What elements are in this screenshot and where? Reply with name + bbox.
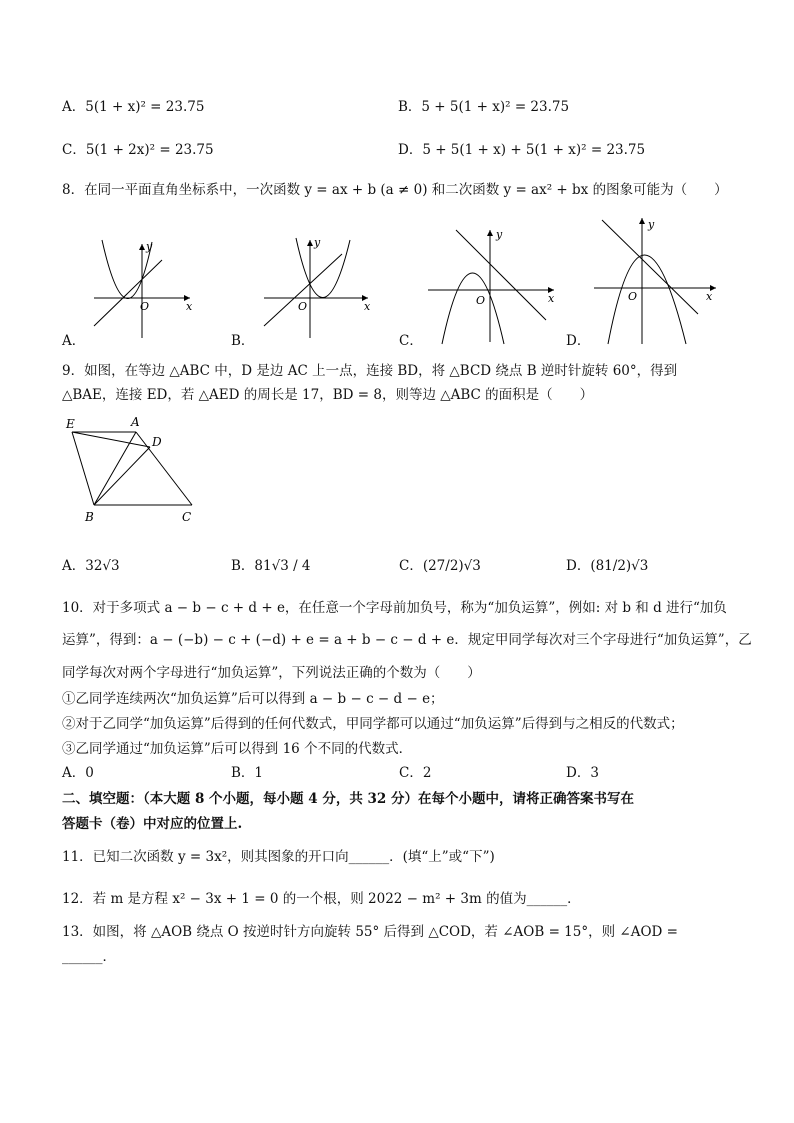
x-axis-label: x <box>186 300 193 313</box>
y-arrow <box>139 244 145 250</box>
q10-line-2: 运算”，得到：a − (−b) − c + (−d) + e = a + b − c − d + e．规定甲同学每次对三个字母进行“加负运算”，乙 <box>62 632 752 648</box>
origin-label: O <box>476 294 486 307</box>
section-2-heading-line-1: 二、填空题：（本大题 8 个小题，每小题 4 分，共 32 分）在每个小题中，请将正确答案书写在 <box>62 791 635 807</box>
point-b-label: B <box>85 510 94 524</box>
parabola <box>442 273 504 344</box>
q9-option-c: C．(27/2)√3 <box>399 558 481 574</box>
q8-graph-a <box>88 238 198 348</box>
q10-line-1: 10．对于多项式 a − b − c + d + e，在任意一个字母前加负号，称为“加负运算”，例如: 对 b 和 d 进行“加负 <box>62 600 727 616</box>
q8-label-b: B． <box>231 333 255 349</box>
q10-option-c: C．2 <box>399 765 432 781</box>
segment-ac <box>136 432 192 505</box>
q8-stem: 8．在同一平面直角坐标系中，一次函数 y = ax + b (a ≠ 0) 和二次函数 y = ax² + bx 的图象可能为（ ） <box>62 182 728 198</box>
point-e-label: E <box>66 417 75 431</box>
q7-option-b: B．5 + 5(1 + x)² = 23.75 <box>398 99 570 115</box>
q9-option-d: D．(81/2)√3 <box>566 558 649 574</box>
x-axis-label: x <box>706 290 713 303</box>
q7-option-c: C．5(1 + 2x)² = 23.75 <box>62 142 214 158</box>
y-axis-label: y <box>648 218 655 231</box>
y-arrow <box>307 240 313 246</box>
origin-label: O <box>298 300 308 313</box>
parabola <box>102 240 152 299</box>
q9-option-a: A．32√3 <box>62 558 120 574</box>
q10-item-1: ①乙同学连续两次“加负运算”后可以得到 a − b − c − d − e； <box>62 691 444 707</box>
section-2-heading-line-2: 答题卡（卷）中对应的位置上. <box>62 816 243 832</box>
q9-stem-line-1: 9．如图，在等边 △ABC 中，D 是边 AC 上一点，连接 BD，将 △BCD 绕点 B 逆时针旋转 60°，得到 <box>62 363 678 379</box>
q13-line-1: 13．如图，将 △AOB 绕点 O 按逆时针方向旋转 55° 后得到 △COD，若 ∠AOB = 15°，则 ∠AOD = <box>62 924 678 940</box>
q9-option-b: B．81√3 / 4 <box>231 558 311 574</box>
line-graph <box>602 220 698 314</box>
q8-label-c: C． <box>399 333 423 349</box>
q8-graph-c <box>426 226 561 346</box>
q10-line-3: 同学每次对两个字母进行“加负运算”，下列说法正确的个数为（ ） <box>62 665 481 681</box>
q7-option-d: D．5 + 5(1 + x) + 5(1 + x)² = 23.75 <box>398 142 646 158</box>
x-axis-label: x <box>364 300 371 313</box>
q7-option-a: A．5(1 + x)² = 23.75 <box>62 99 205 115</box>
q9-stem-line-2: △BAE，连接 ED，若 △AED 的周长是 17，BD = 8，则等边 △ABC 的面积是（ ） <box>62 387 594 403</box>
line-graph <box>94 260 162 326</box>
q13-line-2: ______． <box>62 949 116 965</box>
y-axis-label: y <box>314 236 321 249</box>
q10-option-a: A．0 <box>62 765 94 781</box>
q12-text: 12．若 m 是方程 x² − 3x + 1 = 0 的一个根，则 2022 − m² + 3m 的值为______． <box>62 891 581 907</box>
point-a-label: A <box>131 415 140 429</box>
origin-label: O <box>140 300 150 313</box>
parabola <box>608 255 686 344</box>
q8-label-d: D． <box>566 333 591 349</box>
line-graph <box>456 230 546 320</box>
y-arrow <box>487 230 493 236</box>
q10-option-d: D．3 <box>566 765 599 781</box>
q8-graph-d <box>592 216 722 346</box>
q11-text: 11．已知二次函数 y = 3x²，则其图象的开口向______．(填“上”或“下”) <box>62 849 495 865</box>
point-c-label: C <box>182 510 192 524</box>
x-axis-label: x <box>548 292 555 305</box>
q9-figure <box>60 412 210 527</box>
y-axis-label: y <box>146 240 153 253</box>
q8-graph-b <box>258 236 373 346</box>
y-axis-label: y <box>496 228 503 241</box>
segment-eb <box>72 432 94 505</box>
origin-label: O <box>628 290 638 303</box>
q10-item-2: ②对于乙同学“加负运算”后得到的任何代数式，甲同学都可以通过“加负运算”后得到与之相反的代数式； <box>62 716 684 732</box>
q8-label-a: A． <box>62 333 86 349</box>
q10-item-3: ③乙同学通过“加负运算”后可以得到 16 个不同的代数式． <box>62 741 413 757</box>
point-d-label: D <box>152 435 162 449</box>
y-arrow <box>639 218 645 224</box>
q10-option-b: B．1 <box>231 765 264 781</box>
